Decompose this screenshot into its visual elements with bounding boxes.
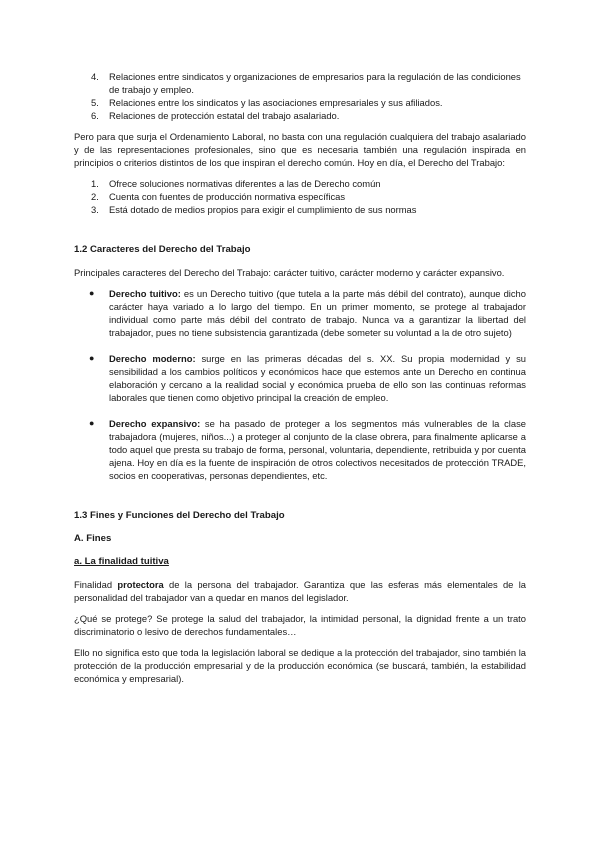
characteristics-list (74, 287, 526, 482)
relations-list (74, 70, 526, 122)
list-number: 5. (91, 97, 99, 108)
list-item (74, 177, 526, 190)
list-item (74, 190, 526, 203)
bullet-icon: ● (89, 418, 95, 428)
bullet-term: Derecho tuitivo: (109, 288, 181, 299)
bullet-text: se ha pasado de proteger a los segmentos más vulnerables de la clase trabajadora (mujeres, niños...) a proteger al conjunto de la clase obrera, para finalmente aplicarse a todo aquel que presta su trabajo de forma, personal, voluntaria, dependiente, retribuida y por cuenta ajena. Hoy en día es la fuente de inspiración de otros colectivos necesitados de protección TRADE, socios en cooperativas, personas dependientes, etc. (109, 418, 526, 481)
bullet-item (74, 352, 526, 404)
features-list (74, 177, 526, 216)
list-number: 2. (91, 191, 99, 202)
list-text: Relaciones de protección estatal del trabajo asalariado. (109, 110, 340, 121)
list-number: 1. (91, 178, 99, 189)
list-number: 6. (91, 110, 99, 121)
para-text: de la persona del trabajador. Garantiza que las esferas más elementales de la personalidad del trabajador van a quedar en manos del legislador. (74, 579, 526, 603)
bullet-icon: ● (89, 353, 95, 363)
section-heading: 1.2 Caracteres del Derecho del Trabajo (74, 244, 251, 255)
section-heading: 1.3 Fines y Funciones del Derecho del Trabajo (74, 510, 285, 521)
paragraph-que-protege: ¿Qué se protege? Se protege la salud del trabajador, la intimidad personal, la dignidad frente a un trato discriminatorio o lesivo de derechos fundamentales… (74, 613, 526, 637)
subsection-heading: A. Fines (74, 533, 112, 544)
para-text: Finalidad (74, 579, 118, 590)
para-bold-term: protectora (117, 579, 164, 590)
bullet-text: es un Derecho tuitivo (que tutela a la parte más débil del contrato), aunque dicho carácter haya variado a lo largo del tiempo. En un primer momento, se protege al trabajador individual como parte más débil del contrato de trabajo. Nunca va a garantizar la libertad del trabajador, pues no tiene subsistencia garantizada (debe someter su voluntad a la de otro sujeto) (109, 288, 526, 338)
document-page (74, 70, 526, 685)
list-text: Relaciones entre sindicatos y organizaciones de empresarios para la regulación de las condiciones de trabajo y empleo. (109, 71, 521, 95)
list-number: 3. (91, 204, 99, 215)
list-text: Relaciones entre los sindicatos y las asociaciones empresariales y sus afiliados. (109, 97, 443, 108)
paragraph-significado: Ello no significa esto que toda la legislación laboral se dedique a la protección del trabajador, sino también la protección de la producción empresarial y de la producción económica (se buscará, también, la estabilidad económica y empresarial). (74, 647, 526, 684)
bullet-item (74, 417, 526, 482)
paragraph-finalidad (74, 578, 526, 604)
bullet-item (74, 287, 526, 339)
bullet-term: Derecho expansivo: (109, 418, 201, 429)
list-number: 4. (91, 71, 99, 82)
list-item (74, 109, 526, 122)
bullet-term: Derecho moderno: (109, 353, 196, 364)
list-item (74, 96, 526, 109)
list-item (74, 203, 526, 216)
list-text: Ofrece soluciones normativas diferentes a las de Derecho común (109, 178, 381, 189)
bullet-icon: ● (89, 288, 95, 298)
bullet-text: surge en las primeras décadas del s. XX. Su propia modernidad y su sensibilidad a los cambios políticos y económicos hace que estemos ante un Derecho en continua elaboración y cercano a la realidad social y económica prueba de ello son las continuas reformas laborales que tienen como objetivo principal la creación de empleo. (109, 353, 526, 403)
list-item (74, 70, 526, 96)
list-text: Está dotado de medios propios para exigir el cumplimiento de sus normas (109, 204, 417, 215)
section-intro: Principales caracteres del Derecho del Trabajo: carácter tuitivo, carácter moderno y carácter expansivo. (74, 267, 505, 278)
intro-paragraph: Pero para que surja el Ordenamiento Laboral, no basta con una regulación cualquiera del trabajo asalariado y de las representaciones profesionales, sino que es necesaria también una regulación inspirada en principios o criterios distintos de los que inspiran el derecho común. Hoy en día, el Derecho del Trabajo: (74, 131, 526, 168)
list-text: Cuenta con fuentes de producción normativa específicas (109, 191, 346, 202)
subsubsection-heading: a. La finalidad tuitiva (74, 556, 169, 567)
